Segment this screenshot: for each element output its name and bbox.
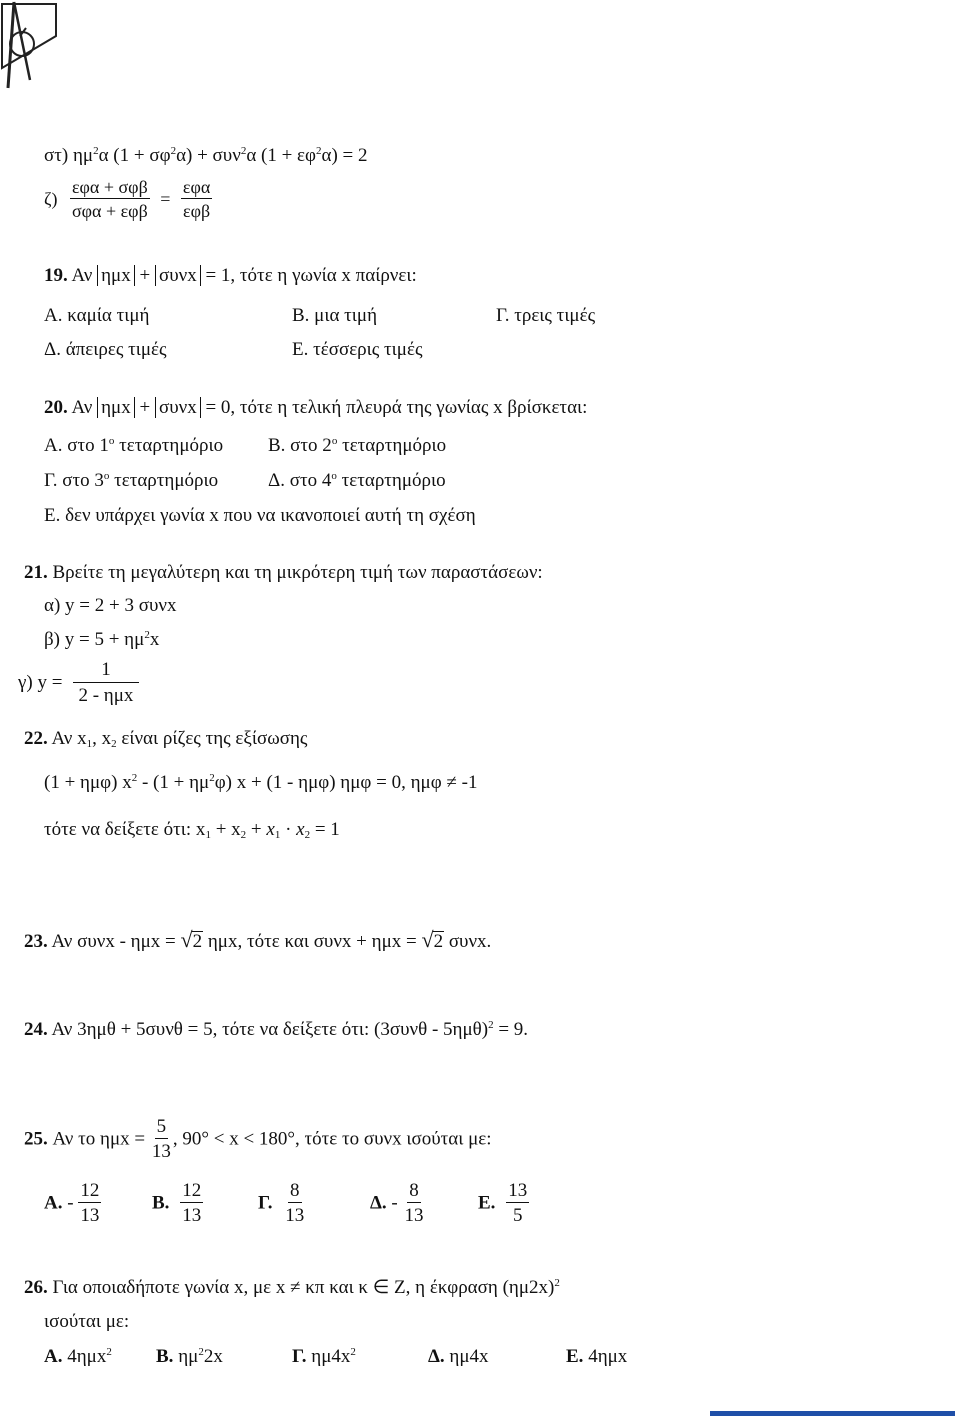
q26-option-a: Α. 4ημx$^2$ [44, 1346, 112, 1367]
q19-option-b: Β. μια τιμή [292, 305, 378, 326]
q26-line2: ισούται με: [44, 1311, 130, 1332]
question-26: 26. Για οποιαδήποτε γωνία x, με x ≠ κπ και κ ∈ Ζ, η έκφραση $(\eta\mu 2x)^2$ [24, 1277, 560, 1298]
q19-option-g: Γ. τρεις τιμές [496, 305, 596, 326]
question-25: 25. Αν το ημx = $\frac{5}{13}$ , 90° < x < 180°, τότε το συνx ισούται με: [24, 1116, 492, 1162]
q22-equation: (1 + ημφ) $x^2 - (1 + \eta\mu^2\varphi) x + (1 - \eta\mu\varphi) \eta\mu\varphi = 0$, ημφ ≠ -1 [44, 772, 478, 793]
q19-option-e: Ε. τέσσερις τιμές [292, 339, 423, 360]
q25-option-g: Γ. $\frac{8}{13}$ [258, 1180, 305, 1226]
q21-part-g: γ) y = 1 2 - ημx [18, 660, 139, 705]
compass-logo [0, 0, 62, 92]
q19-option-a: Α. καμία τιμή [44, 305, 150, 326]
q25-option-d: Δ. - $\frac{8}{13}$ [370, 1180, 424, 1226]
question-20: 20. Αν ημx + συνx = 0, τότε η τελική πλευρά της γωνίας x βρίσκεται: [44, 397, 588, 418]
question-21: 21. Βρείτε τη μεγαλύτερη και τη μικρότερη τιμή των παραστάσεων: [24, 562, 543, 583]
q25-option-e: Ε. $\frac{13}{5}$ [478, 1180, 528, 1226]
exercise-st: στ) $\eta\mu^2\alpha$ $(1 + \sigma\varphi^2\alpha) + \sigma\upsilon\nu^2\alpha$ $(1 + \varepsilon\varphi^2\alpha) = 2$ [44, 145, 368, 166]
q20-option-d: Δ. στο $4^o$ τεταρτημόριο [268, 470, 446, 491]
q20-option-g: Γ. στο $3^o$ τεταρτημόριο [44, 470, 219, 491]
q21-part-a: α) y = 2 + 3 συνx [44, 595, 177, 616]
q22-prove: τότε να δείξετε ότι: $x_1 + x_2 + x_1 \cdot x_2 = 1$ [44, 819, 340, 841]
q26-option-e: Ε. 4ημx [566, 1346, 628, 1367]
q26-option-g: Γ. $\eta\mu 4x^2$ [292, 1346, 356, 1367]
q25-option-a: Α. - $\frac{12}{13}$ [44, 1180, 100, 1226]
q20-option-a: Α. στο $1^o$ τεταρτημόριο [44, 435, 224, 456]
question-22: 22. Αν $x_1$, $x_2$ είναι ρίζες της εξίσωσης [24, 728, 308, 750]
question-23: 23. Αν συνx - ημx = √2 ημx, τότε και συνx + ημx = √2 συνx. [24, 927, 492, 952]
q21-part-b: β) $y = 5 + \eta\mu^2x$ [44, 629, 160, 650]
q26-option-b: Β. $\eta\mu^22x$ [156, 1346, 223, 1367]
q20-option-b: Β. στο $2^o$ τεταρτημόριο [268, 435, 447, 456]
question-24: 24. Αν 3ημθ + 5συνθ = 5, τότε να δείξετε ότι: (3συνθ - 5ημθ)$^2$ = 9. [24, 1019, 529, 1040]
question-19: 19. Αν ημx + συνx = 1, τότε η γωνία x παίρνει: [44, 265, 417, 286]
exercise-z: ζ) εφα + σφβ σφα + εφβ = εφα εφβ [44, 177, 211, 221]
q25-option-b: Β. $\frac{12}{13}$ [152, 1180, 202, 1226]
q20-option-e: Ε. δεν υπάρχει γωνία x που να ικανοποιεί αυτή τη σχέση [44, 505, 476, 526]
q26-option-d: Δ. ημ4x [428, 1346, 489, 1367]
q19-option-d: Δ. άπειρες τιμές [44, 339, 167, 360]
footer-rule [710, 1411, 955, 1416]
